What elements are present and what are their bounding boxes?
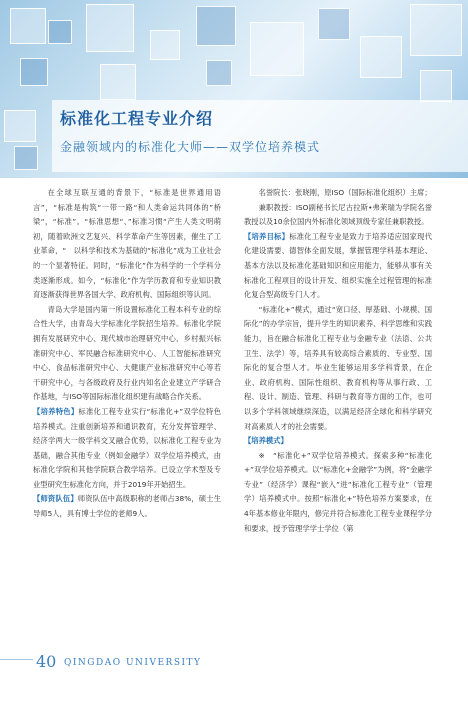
- decorative-block: [48, 20, 72, 44]
- footer-rule: [0, 659, 33, 660]
- paragraph: 名誉院长：张晓刚，原ISO（国际标准化组织）主席；: [258, 188, 432, 197]
- section-tag: 【师资队伍】: [33, 494, 78, 504]
- paragraph-text: 标准化工程专业是致力于培养适应国家现代化建设需要、德智体全面发展，掌握管理学科基本理论、基本方法以及标准化基础知识和应用能力，能够从事有关标准化工程项目的设计开发、组织实施全过程管理的标准化复合型高级专门人才。: [244, 231, 433, 300]
- decorative-block: [100, 64, 136, 100]
- paragraph: [33, 405, 221, 493]
- decorative-block: [150, 30, 180, 60]
- decorative-block: [86, 4, 134, 52]
- paragraph: 在全球互联互通的背景下，“标准是世界通用语言”，“标准是构筑“一带一路“和人类命运共同体的”桥梁“，“标准”。“标准思想“、”标准习惯“产生人类文明萌初，随着欧洲文艺复兴、科学革命产生等因素，催生了工业革命，“ 以科学和技术为基础的“标准化”成为工业社会的一个显著特征。同时，“标准化”作为科学的一个学科分类逐渐形成。如今，“标准化”作为学历教育和专业知识教育逐渐获得世界各国大学、政府机构、国际组织等认同。: [33, 188, 221, 300]
- decorative-block: [250, 22, 304, 76]
- footer-university: QINGDAO UNIVERSITY: [64, 658, 202, 668]
- decorative-block: [10, 8, 46, 44]
- paragraph: ※ “标准化+”双学位培养模式。探索多种“标准化+”双学位培养模式。以“标准化+金融学”为例，将“金融学专业”（经济学）课程“嵌入”进“标准化工程专业”（管理学）培养模式中。按照“标准化+”特色培养方案要求，在 4年基本修业年限内，修完并符合标准化工程专业课程学分和要求，授予管理学学士学位（第: [244, 450, 440, 533]
- decorative-block: [420, 70, 452, 102]
- page-subtitle: 金融领域内的标准化大师——双学位培养模式: [60, 140, 321, 154]
- right-column: [244, 186, 440, 536]
- section-tag: 【培养特色】: [33, 406, 79, 416]
- decorative-block: [318, 8, 350, 40]
- decorative-block: [20, 58, 48, 86]
- decorative-block: [4, 110, 36, 142]
- paragraph: 兼职教授：ISO副秘书长尼古拉斯•弗莱瑞为学院名誉教授以及10余位国内外标准化领域顶级专家任兼职教授。: [244, 202, 432, 227]
- paragraph: “标准化+”模式，通过“宽口径、厚基础、小规模、国际化”的办学宗旨，提升学生的知识素养、科学思维和实践能力，旨在融合标准化工程专业与金融专业（法语、公共卫生、法学）等，培养具有较高综合素质的、专业型、国际化的复合型人才。毕业生能够运用多学科背景，在企业、政府机构、国际性组织、教育机构等从事行政、工程、设计、制造、管理、科研与教育等方面的工作，也可以多个学科领域继续深造，以满足经济全球化和科学研究对高素质人才的社会需要。: [244, 304, 432, 431]
- left-column: [33, 186, 221, 522]
- paragraph: [244, 230, 432, 303]
- section-tag: 【培养目标】: [244, 231, 290, 241]
- page-title: 标准化工程专业介绍: [60, 109, 214, 128]
- paragraph-text: 师资队伍中高级职称的老师占38%，硕士生导师5人，具有博士学位的老师9人。: [33, 494, 221, 519]
- decorative-block: [410, 4, 462, 56]
- decorative-block: [360, 36, 402, 78]
- paragraph: [33, 492, 221, 521]
- decorative-block: [14, 146, 38, 170]
- decorative-block: [206, 60, 232, 86]
- paragraph-text: 标准化工程专业实行“标准化+”双学位特色培养模式。注重创新培养和通识教育，充分发挥管理学、经济学两大一级学科交叉融合优势，以标准化工程专业为基础，融合其他专业（例如金融学）双学位培养模式，由标准化学院和其他学院联合教学培养。已设立学术型及专业型研究生标准化方向，并于2019年开始招生。: [33, 406, 221, 489]
- paragraph: [244, 434, 432, 449]
- page-number: 40: [36, 652, 57, 671]
- decorative-block: [196, 6, 236, 46]
- paragraph: 青岛大学是国内第一所设置标准化工程本科专业的综合性大学，由青岛大学标准化学院招生培养。标准化学院拥有发展研究中心、现代城市治理研究中心、乡村振兴标准研究中心、军民融合标准研究中心、人工智能标准研究中心、食品标准研究中心、大健康产业标准研究中心等若干研究中心，与各级政府及行业内知名企业建立产学研合作基地，与ISO等国际标准化组织建有战略合作关系。: [33, 304, 221, 402]
- section-tag: 【培养模式】: [244, 436, 288, 446]
